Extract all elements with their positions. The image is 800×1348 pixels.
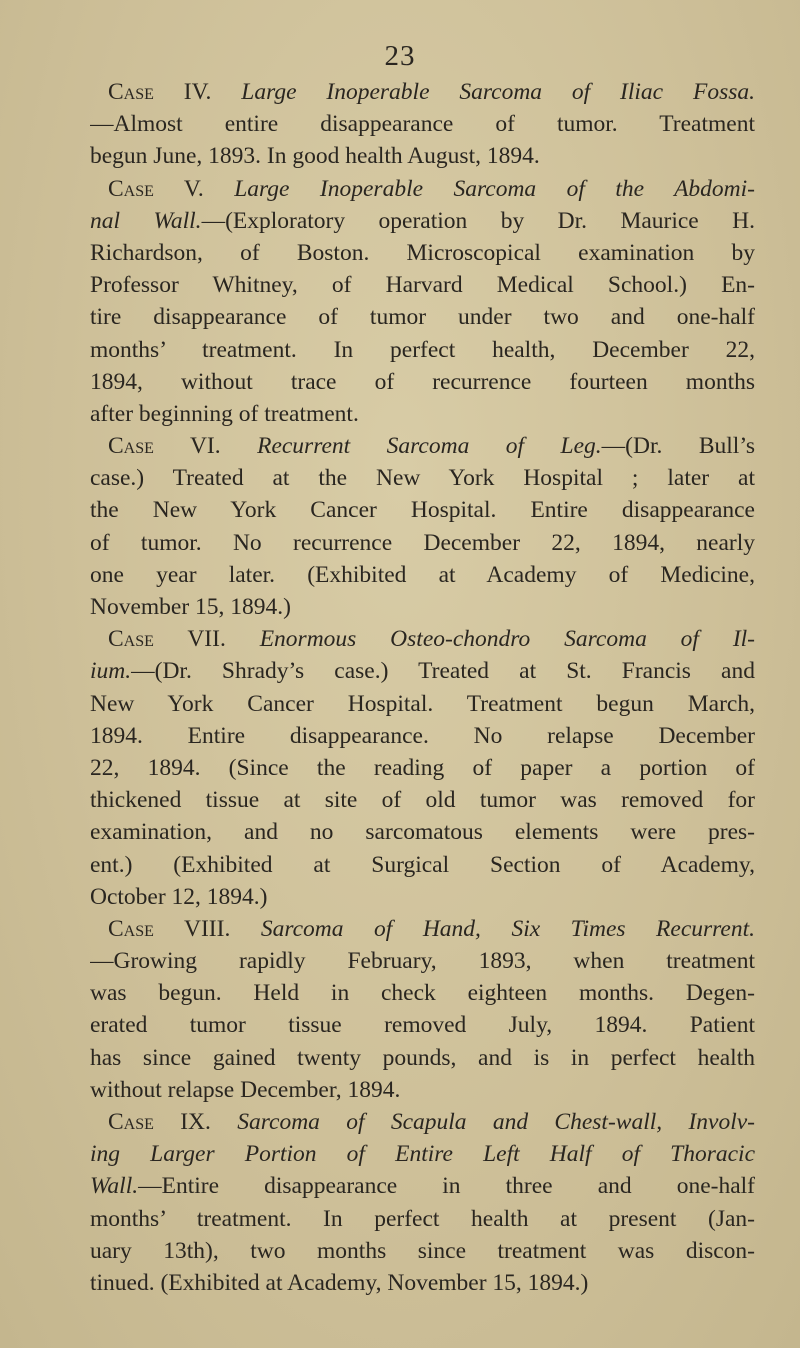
case-title: nal Wall.: [90, 207, 202, 234]
text-line: [90, 334, 755, 366]
case-label: Case V.: [108, 175, 204, 202]
text-line: [90, 1042, 755, 1074]
text-line: [90, 559, 755, 591]
text-line: [90, 1074, 755, 1106]
text-line: [90, 1267, 755, 1299]
text-run: examination, and no sarcomatous elements were pres-: [90, 819, 755, 846]
text-line: [90, 527, 755, 559]
text-line: [90, 1009, 755, 1041]
case-report-text: [90, 76, 755, 1299]
text-line: [90, 366, 755, 398]
text-run: begun June, 1893. In good health August, 1894.: [90, 143, 540, 170]
text-run: —Growing rapidly February, 1893, when treatment: [90, 948, 755, 975]
text-line: [90, 140, 755, 172]
text-line: [90, 173, 755, 205]
text-run: —(Dr. Bull’s: [601, 433, 755, 460]
text-line: [90, 688, 755, 720]
text-line: [90, 269, 755, 301]
text-line: [90, 655, 755, 687]
text-run: —Entire disappearance in three and one-half: [138, 1173, 755, 1200]
text-line: [90, 237, 755, 269]
text-run: uary 13th), two months since treatment was discon-: [90, 1237, 755, 1264]
case-label: Case VIII.: [108, 915, 231, 942]
text-run: 1894. Entire disappearance. No relapse December: [90, 722, 755, 749]
text-line: [90, 494, 755, 526]
text-run: ent.) (Exhibited at Surgical Section of Academy,: [90, 851, 755, 878]
text-line: [90, 301, 755, 333]
text-run: without relapse December, 1894.: [90, 1076, 401, 1103]
text-run: [204, 176, 234, 202]
case-title: Large Inoperable Sarcoma of the Abdomi-: [234, 175, 755, 202]
text-run: —(Exploratory operation by Dr. Maurice H.: [201, 207, 755, 234]
text-run: one year later. (Exhibited at Academy of Medicine,: [90, 561, 755, 588]
text-line: [90, 816, 755, 848]
text-run: thickened tissue at site of old tumor was removed for: [90, 787, 755, 814]
text-line: [90, 849, 755, 881]
case-label: Case IX.: [108, 1109, 211, 1135]
text-line: [90, 977, 755, 1009]
text-run: November 15, 1894.): [90, 594, 292, 620]
text-run: was begun. Held in check eighteen months. Degen-: [90, 980, 755, 1007]
text-run: months’ treatment. In perfect health at present (Jan-: [90, 1205, 755, 1232]
text-run: [226, 626, 260, 652]
text-line: [90, 752, 755, 784]
text-line: [90, 623, 755, 655]
text-line: [90, 1106, 755, 1138]
case-title: ium.: [90, 658, 132, 685]
text-run: —Almost entire disappearance of tumor. Treatment: [90, 111, 755, 138]
text-run: of tumor. No recurrence December 22, 1894, nearly: [90, 529, 755, 556]
text-run: 22, 1894. (Since the reading of paper a portion of: [90, 754, 755, 781]
text-run: erated tumor tissue removed July, 1894. Patient: [90, 1012, 755, 1039]
case-label: Case VII.: [108, 626, 226, 653]
text-line: [90, 913, 755, 945]
case-title: Wall.: [90, 1173, 139, 1200]
text-line: [90, 205, 755, 237]
text-line: [90, 881, 755, 913]
case-label: Case IV.: [108, 79, 212, 105]
text-run: months’ treatment. In perfect health, December 22,: [90, 336, 755, 363]
text-line: [90, 76, 755, 108]
text-line: [90, 784, 755, 816]
text-line: [90, 430, 755, 462]
text-run: —(Dr. Shrady’s case.) Treated at St. Francis and: [131, 658, 755, 685]
case-title: Sarcoma of Hand, Six Times Recurrent.: [260, 915, 755, 942]
text-run: has since gained twenty pounds, and is in perfect health: [90, 1044, 755, 1071]
text-run: 1894, without trace of recurrence fourteen months: [90, 368, 755, 395]
text-line: [90, 1138, 755, 1170]
text-run: tire disappearance of tumor under two and one-half: [90, 304, 755, 331]
text-run: tinued. (Exhibited at Academy, November 15, 1894.): [90, 1269, 589, 1296]
text-line: [90, 108, 755, 140]
text-line: [90, 720, 755, 752]
text-line: [90, 462, 755, 494]
case-title: Enormous Osteo-chondro Sarcoma of Il-: [259, 626, 755, 653]
text-line: [90, 1203, 755, 1235]
text-line: [90, 398, 755, 430]
text-run: [230, 916, 261, 942]
text-line: [90, 591, 755, 623]
text-run: New York Cancer Hospital. Treatment begun March,: [90, 690, 755, 717]
text-run: Richardson, of Boston. Microscopical examination by: [90, 239, 755, 266]
case-label: Case VI.: [108, 433, 221, 460]
text-line: [90, 945, 755, 977]
case-title: Recurrent Sarcoma of Leg.: [257, 433, 602, 460]
text-run: [211, 79, 241, 105]
page-number: 23: [384, 40, 416, 72]
text-line: [90, 1235, 755, 1267]
text-run: [221, 433, 257, 459]
text-run: October 12, 1894.): [90, 883, 268, 910]
text-line: [90, 1170, 755, 1202]
text-run: Professor Whitney, of Harvard Medical School.) En-: [90, 272, 755, 299]
text-run: case.) Treated at the New York Hospital ; later at: [90, 465, 755, 492]
case-title: Large Inoperable Sarcoma of Iliac Fossa.: [241, 79, 755, 105]
case-title: Sarcoma of Scapula and Chest-wall, Involv-: [237, 1109, 755, 1135]
text-run: [211, 1109, 237, 1135]
text-run: after beginning of treatment.: [90, 400, 359, 427]
case-title: ing Larger Portion of Entire Left Half of Thoracic: [90, 1141, 755, 1168]
text-run: the New York Cancer Hospital. Entire disappearance: [90, 497, 755, 524]
